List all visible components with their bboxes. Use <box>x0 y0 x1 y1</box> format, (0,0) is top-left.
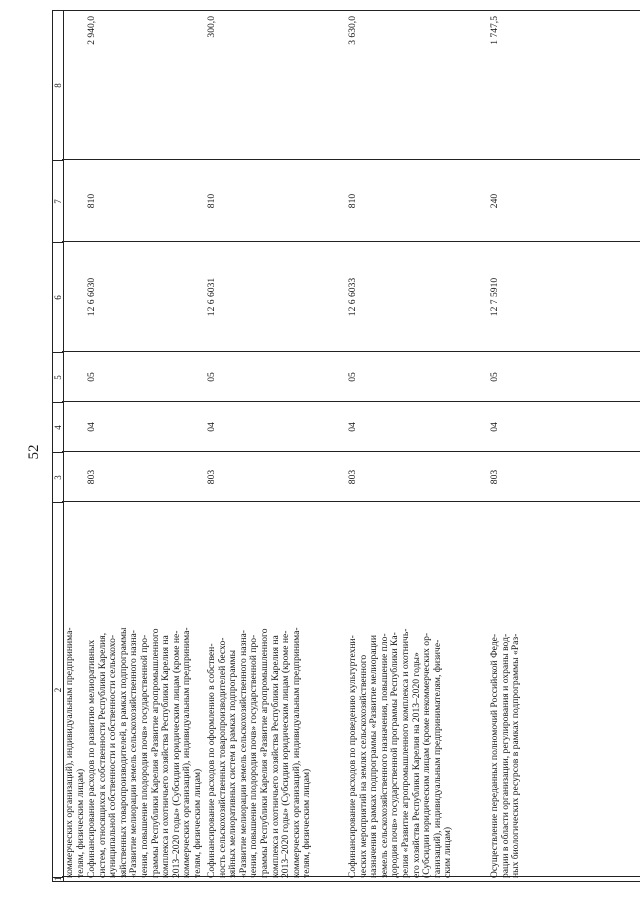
row-1-col6: 12 6 6030 <box>86 277 97 317</box>
row-2-col6: 12 6 6031 <box>206 277 217 317</box>
row-4-col6: 12 7 5910 <box>489 277 500 317</box>
row-1-col8: 2 940,0 <box>86 16 97 45</box>
header-col-3: 3 <box>53 452 63 502</box>
column-divider <box>62 881 640 882</box>
row-2-col5: 05 <box>206 372 217 382</box>
row-3-col6: 12 6 6033 <box>347 277 358 317</box>
row-2-col8: 300,0 <box>206 16 217 38</box>
row-3-col4: 04 <box>347 422 358 432</box>
header-col-8: 8 <box>53 10 63 160</box>
row-1-col4: 04 <box>86 422 97 432</box>
row-4-col5: 05 <box>489 372 500 382</box>
header-col-2: 2 <box>53 502 63 877</box>
row-3-col5: 05 <box>347 372 358 382</box>
page-number: 52 <box>26 444 42 460</box>
table-header <box>52 10 64 882</box>
continuation-text: коммерческих организаций), индивидуальным предпринима- телям, физическим лицам) <box>64 627 86 878</box>
row-4-col4: 04 <box>489 422 500 432</box>
row-3-col8: 3 630,0 <box>347 16 358 45</box>
row-4-col7: 240 <box>489 193 500 209</box>
row-2-description: Софинансирование расходов по оформлению в собствен- ность сельскохозяйственных товаропроизводителей бесхо- зяйных мелиоративных систем в рамках подпрограммы «Развитие мелиорации земель сельскохозяйственного назна- чения, повышение плодородия почв» государственной про- граммы Республики Карелия «Развитие агропромышленного комплекса и охотничьего хозяйства Республики Карелия на 2013–2020 годы» (Субсидии юридическим лицам (кроме не- коммерческих организаций), индивидуальным предпринима- телям, физическим лицам) <box>206 627 313 878</box>
row-4-col3: 803 <box>489 469 500 485</box>
column-divider <box>62 10 640 11</box>
header-col-6: 6 <box>53 242 63 352</box>
row-2-col4: 04 <box>206 422 217 432</box>
row-2-col3: 803 <box>206 469 217 485</box>
header-col-1: 1 <box>53 876 63 881</box>
header-col-4: 4 <box>53 402 63 452</box>
row-1-description: Софинансирование расходов по развитию мелиоративных систем, относящихся к собственности Республики Карелия, муниципальной собственности и собственности сельскохо- зяйственных товаропроизводителей, в рамках подпрограммы «Развитие мелиорации земель сельскохозяйственного назна- чения, повышение плодородия почв» государственной про- граммы Республики Карелия «Развитие агропромышленного комплекса и охотничьего хозяйства Республики Карелия на 2013–2020 годы» (Субсидии юридическим лицам (кроме не- коммерческих организаций), индивидуальным предпринима- телям, физическим лицам) <box>86 627 203 878</box>
header-col-5: 5 <box>53 352 63 402</box>
row-2-col7: 810 <box>206 193 217 209</box>
row-4-description: Осуществление переданных полномочий Российской Феде- рации в области организации, регулирования и охраны вод- ных биологических ресурсов в рамках подпрограммы «Раз- <box>489 633 522 878</box>
row-1-col5: 05 <box>86 372 97 382</box>
row-3-col7: 810 <box>347 193 358 209</box>
row-3-description: Софинансирование расходов по проведению культуртехни- ческих мероприятий на землях сельскохозяйственного назначения в рамках подпрограммы «Развитие мелиорации земель сельскохозяйственного назначения, повышение пло- дородия почв» государственной программы Республики Ка- релия «Развитие агропромышленного комплекса и охотничь- его хозяйства Республики Карелия на 2013–2020 годы» (Субсидии юридическим лицам (кроме некоммерческих ор- ганизаций), индивидуальным предпринимателям, физиче- ским лицам) <box>347 628 454 878</box>
header-col-7: 7 <box>53 160 63 242</box>
row-4-col8: 1 747,5 <box>489 16 500 45</box>
row-1-col7: 810 <box>86 193 97 209</box>
budget-table <box>52 10 640 882</box>
row-1-col3: 803 <box>86 469 97 485</box>
row-3-col3: 803 <box>347 469 358 485</box>
